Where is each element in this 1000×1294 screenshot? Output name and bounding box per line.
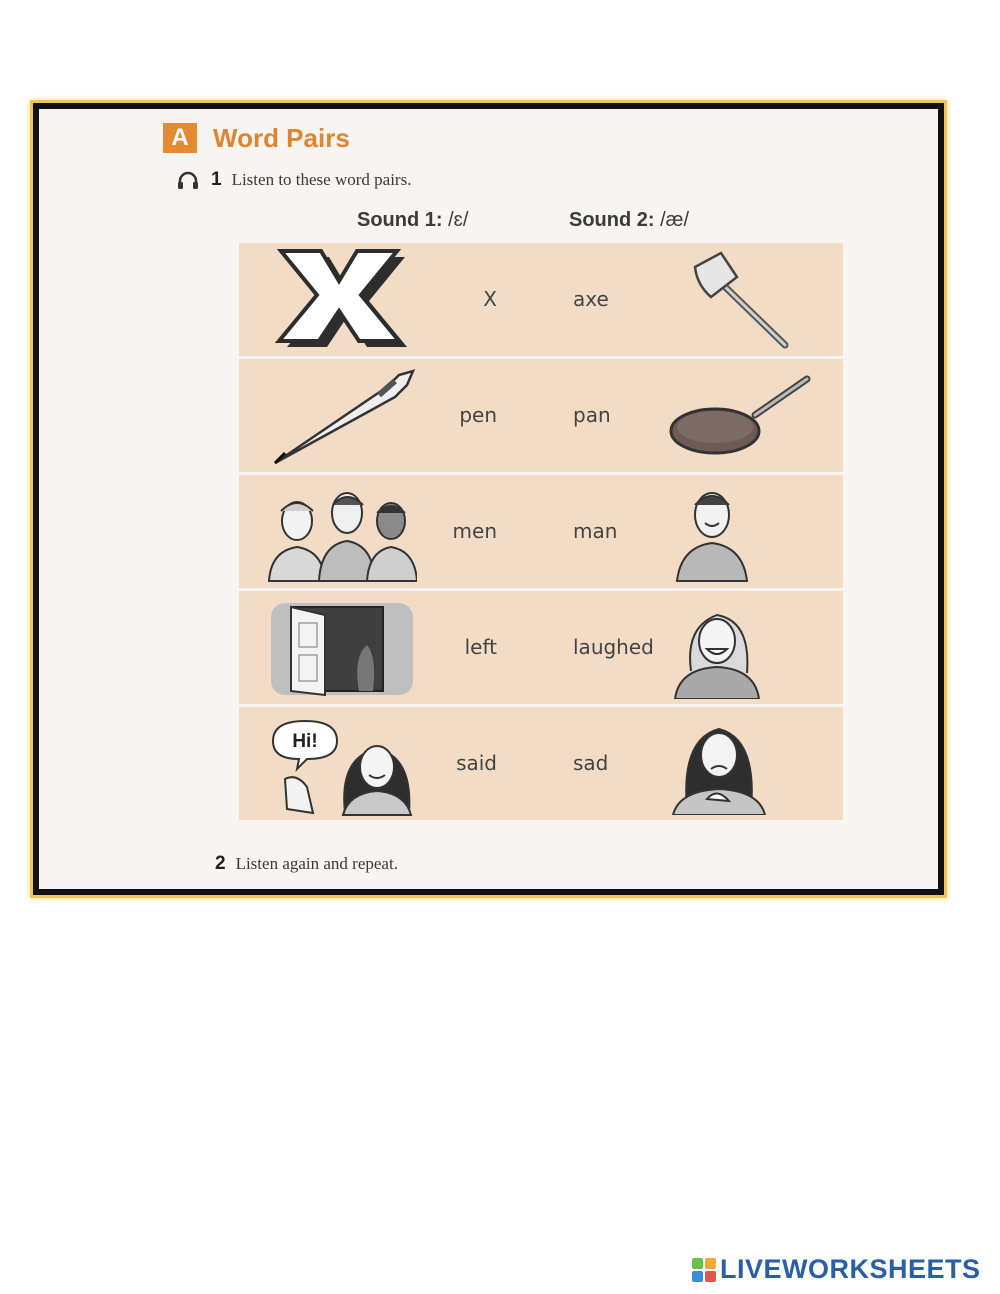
word-sound-1: left [464, 635, 497, 659]
liveworksheets-logo-icon [692, 1258, 716, 1282]
liveworksheets-logo-text: LIVEWORKSHEETS [720, 1254, 981, 1284]
instruction-2 [215, 853, 398, 875]
column-header-sound-1 [357, 209, 468, 232]
man-icon [667, 481, 817, 583]
group-of-men-icon [267, 481, 417, 583]
word-pair-row [239, 591, 843, 704]
headphones-icon[interactable] [177, 171, 199, 189]
girl-saying-hi-icon [267, 713, 417, 815]
instruction-1-text: Listen to these word pairs. [231, 170, 412, 189]
word-sound-1: X [483, 287, 497, 311]
instruction-2-text: Listen again and repeat. [235, 854, 398, 873]
word-sound-1: pen [459, 403, 497, 427]
axe-icon [667, 249, 817, 351]
word-sound-2: pan [573, 403, 611, 427]
word-sound-1: said [456, 751, 497, 775]
sad-girl-icon [667, 713, 817, 815]
logo-square-red [705, 1271, 716, 1282]
word-pair-row [239, 243, 843, 356]
letter-x-icon [267, 249, 417, 351]
logo-square-blue [692, 1271, 703, 1282]
speech-bubble-text: Hi! [292, 731, 318, 752]
section-title: Word Pairs [213, 123, 350, 153]
logo-square-green [692, 1258, 703, 1269]
word-sound-2: man [573, 519, 618, 543]
sound-2-label: Sound 2: [569, 209, 655, 231]
word-pairs-table [239, 243, 843, 823]
word-sound-2: sad [573, 751, 609, 775]
word-sound-1: men [452, 519, 497, 543]
instruction-1 [211, 169, 411, 191]
sound-2-ipa: /æ/ [660, 209, 690, 231]
word-sound-2: axe [573, 287, 609, 311]
pen-icon [267, 365, 417, 467]
word-sound-2: laughed [573, 635, 654, 659]
frying-pan-icon [667, 365, 817, 467]
liveworksheets-logo[interactable] [692, 1254, 981, 1285]
word-pair-row [239, 707, 843, 820]
open-door-icon [267, 597, 417, 699]
word-pair-row [239, 359, 843, 472]
laughing-woman-icon [667, 597, 817, 699]
column-header-sound-2 [569, 209, 689, 232]
exercise-frame [33, 103, 944, 895]
word-pair-row [239, 475, 843, 588]
instruction-1-number: 1 [211, 169, 222, 190]
logo-square-orange [705, 1258, 716, 1269]
sound-1-ipa: /ɛ/ [448, 209, 469, 231]
instruction-2-number: 2 [215, 853, 226, 874]
section-letter-badge: A [163, 123, 197, 153]
sound-1-label: Sound 1: [357, 209, 443, 231]
